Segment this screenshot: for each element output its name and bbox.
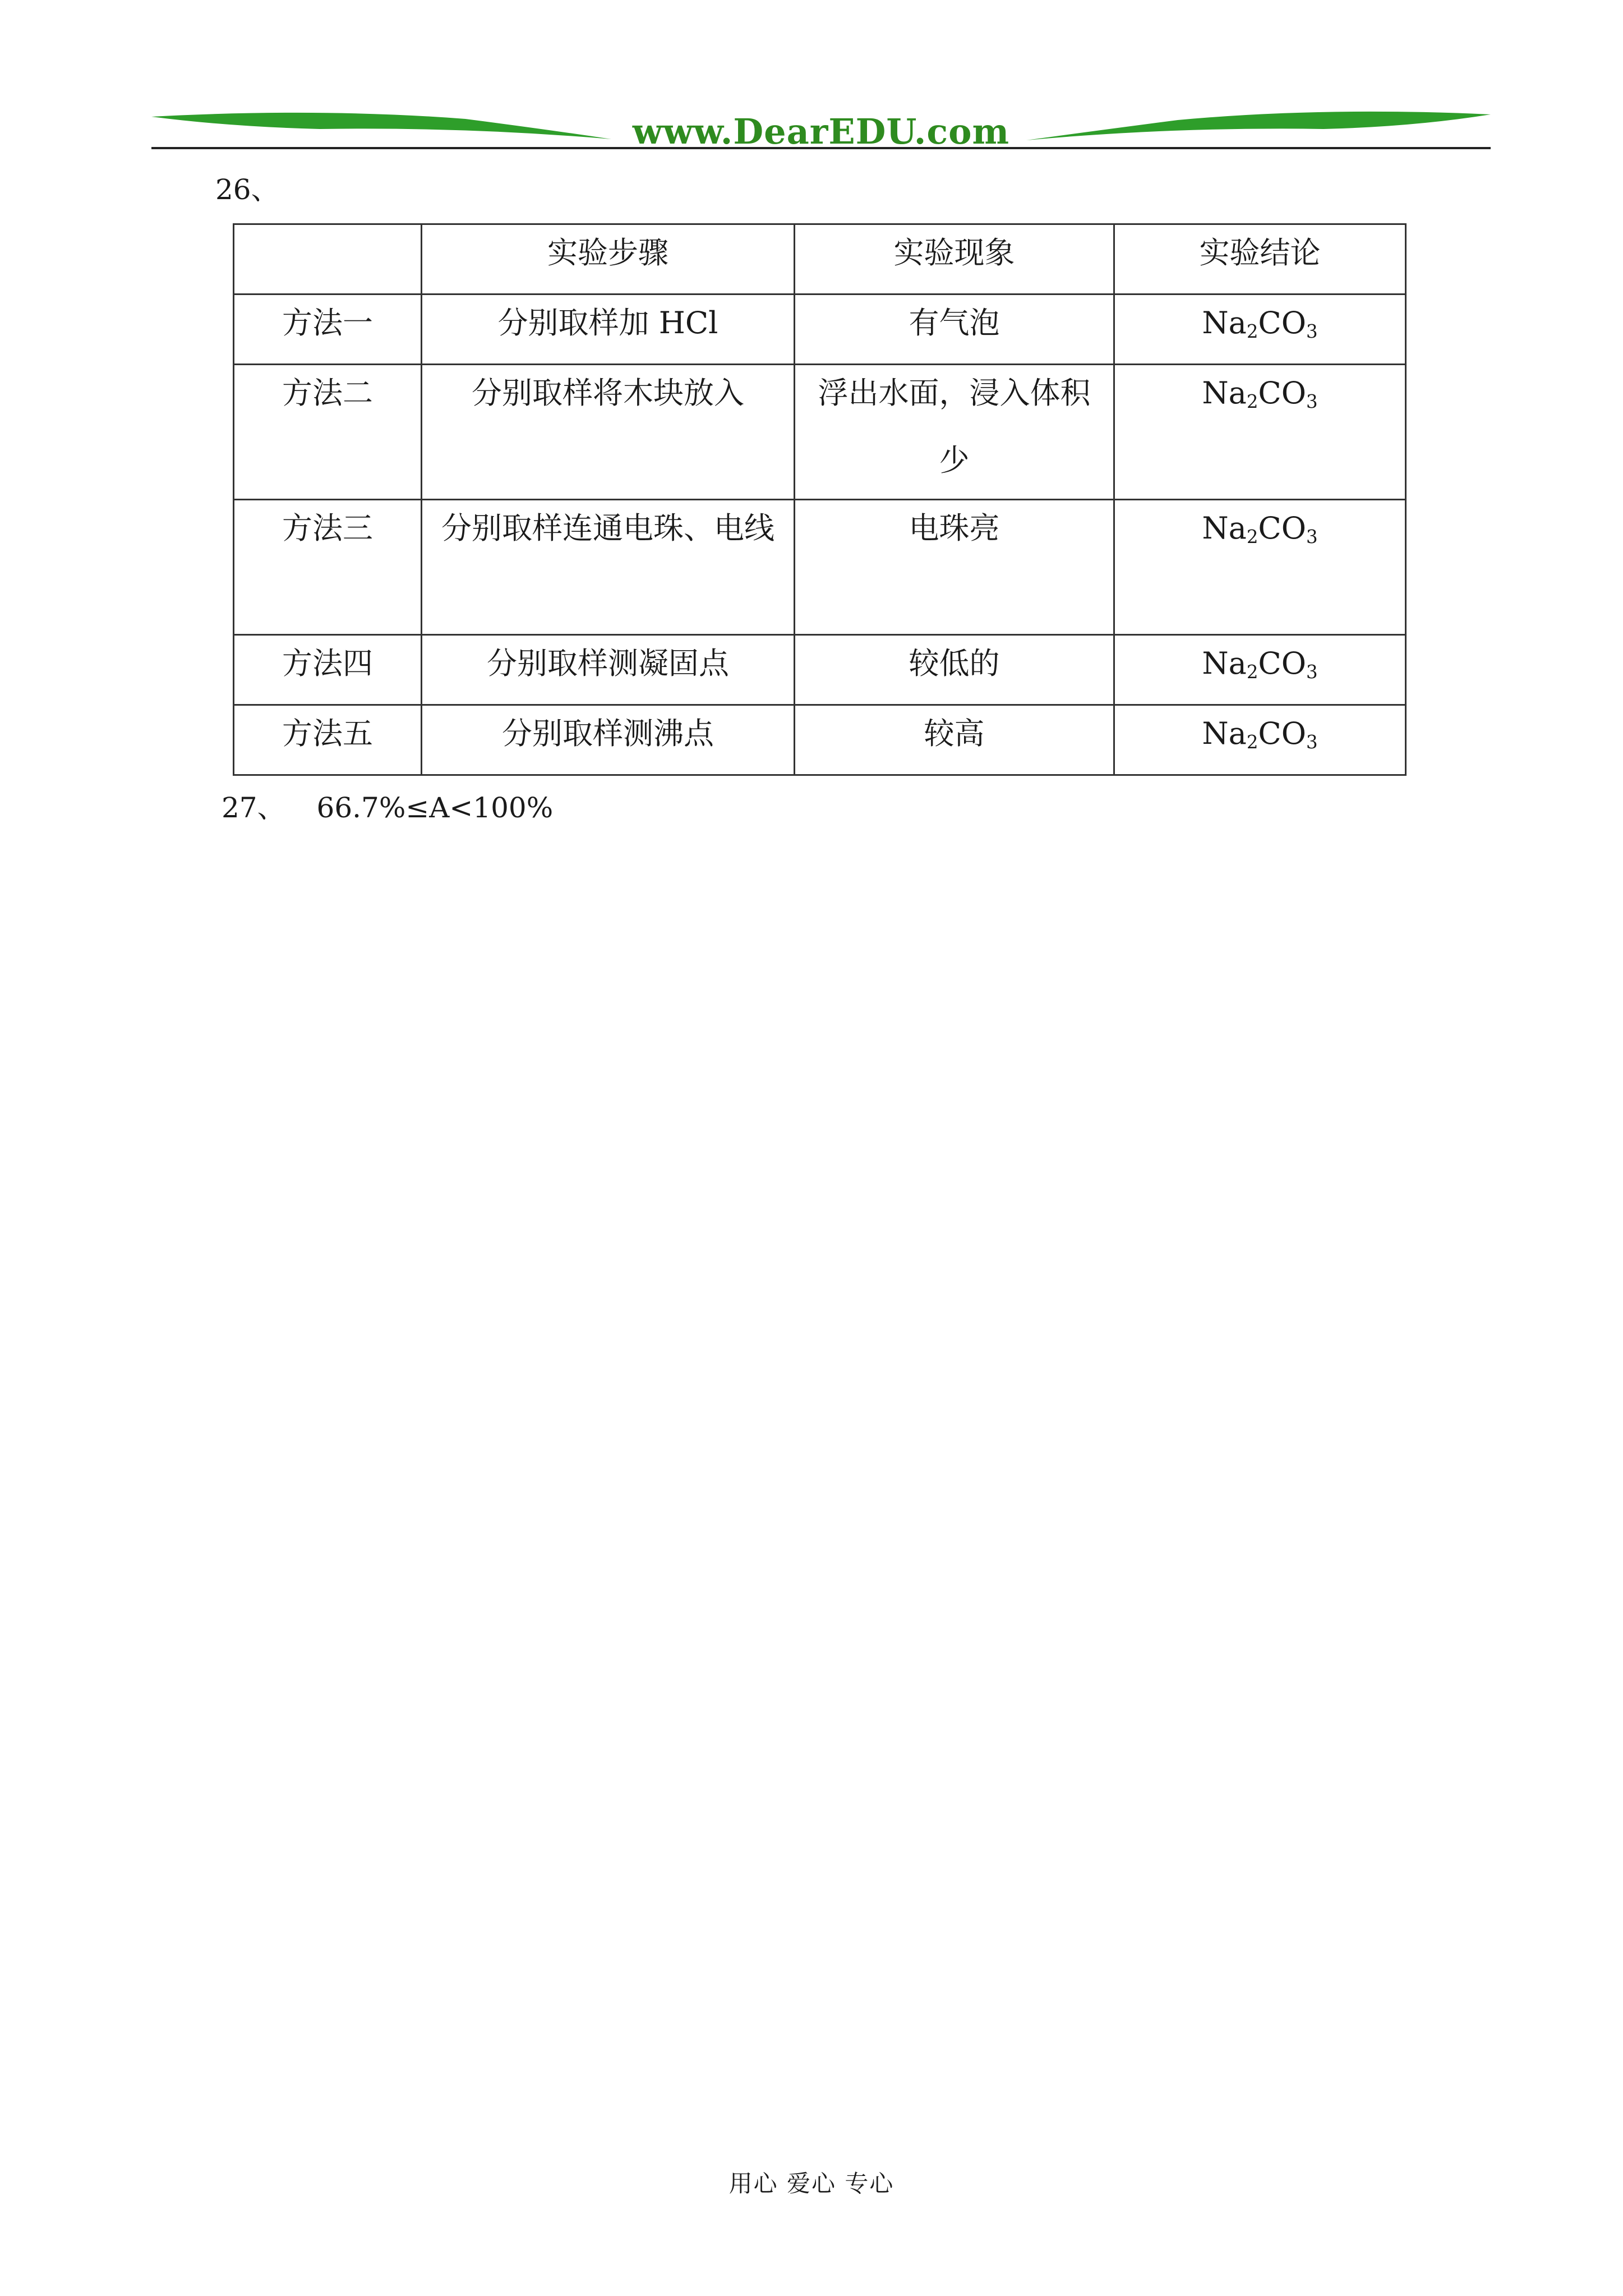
method-cell: 方法五 — [234, 705, 422, 775]
step-cell: 分别取样测沸点 — [422, 705, 795, 775]
formula-part: CO — [1258, 510, 1307, 546]
phenomenon-cell — [795, 365, 1114, 500]
question-27-number: 27、 — [222, 792, 285, 824]
phenomenon-cell: 有气泡 — [795, 295, 1114, 365]
formula-subscript: 3 — [1306, 321, 1318, 343]
formula-part: CO — [1258, 305, 1307, 341]
phenomenon-cell: 较低的 — [795, 635, 1114, 705]
formula-part: Na — [1202, 716, 1247, 751]
formula-subscript: 3 — [1306, 391, 1318, 413]
table-row — [234, 635, 1406, 705]
formula-subscript: 2 — [1246, 321, 1258, 343]
page-footer: 用心 爱心 专心 — [728, 2170, 895, 2197]
formula-part: CO — [1258, 646, 1307, 681]
formula-part: Na — [1202, 375, 1247, 411]
phenomenon-cell — [795, 500, 1114, 635]
conclusion-cell — [1114, 635, 1406, 705]
conclusion-cell — [1114, 295, 1406, 365]
method-cell — [234, 500, 422, 635]
header-divider — [151, 147, 1491, 149]
table-row — [234, 705, 1406, 775]
table-row — [234, 365, 1406, 500]
method-label: 方法三 — [282, 510, 373, 546]
formula-part: Na — [1202, 305, 1247, 341]
conclusion-cell — [1114, 500, 1406, 635]
phenomenon-label: 电珠亮 — [909, 510, 1000, 546]
method-cell: 方法四 — [234, 635, 422, 705]
step-cell — [422, 500, 795, 635]
formula-part: Na — [1202, 510, 1247, 546]
formula-subscript: 2 — [1246, 661, 1258, 683]
question-27 — [222, 791, 553, 825]
phenomenon-cell: 较高 — [795, 705, 1114, 775]
step-cell: 分别取样测凝固点 — [422, 635, 795, 705]
step-cell — [422, 365, 795, 500]
site-logo-text: www.DearEDU.com — [632, 111, 1010, 152]
site-header — [151, 107, 1491, 163]
formula-part: CO — [1258, 375, 1307, 411]
formula-subscript: 2 — [1246, 731, 1258, 753]
conclusion-cell — [1114, 365, 1406, 500]
table-header-cell: 实验现象 — [795, 224, 1114, 295]
step-label: 分别取样将木块放入 — [472, 375, 744, 411]
formula-subscript: 2 — [1246, 526, 1258, 548]
formula-subscript: 2 — [1246, 391, 1258, 413]
formula-part: Na — [1202, 646, 1247, 681]
table-header-cell — [234, 224, 422, 295]
table-row — [234, 500, 1406, 635]
experiment-table — [233, 223, 1407, 776]
question-26-number: 26、 — [215, 173, 279, 206]
step-cell: 分别取样加 HCl — [422, 295, 795, 365]
table-row — [234, 295, 1406, 365]
conclusion-cell — [1114, 705, 1406, 775]
table-header-cell: 实验结论 — [1114, 224, 1406, 295]
formula-part: CO — [1258, 716, 1307, 751]
table-header-cell: 实验步骤 — [422, 224, 795, 295]
question-27-answer: 66.7%≤A<100% — [316, 792, 554, 824]
formula-subscript: 3 — [1306, 526, 1318, 548]
phenomenon-label: 浮出水面，浸入体积少 — [818, 375, 1091, 478]
step-label: 分别取样连通电珠、电线 — [441, 510, 774, 546]
method-cell: 方法一 — [234, 295, 422, 365]
formula-subscript: 3 — [1306, 731, 1318, 753]
method-label: 方法二 — [282, 375, 373, 411]
method-cell — [234, 365, 422, 500]
table-header-row — [234, 224, 1406, 295]
formula-subscript: 3 — [1306, 661, 1318, 683]
